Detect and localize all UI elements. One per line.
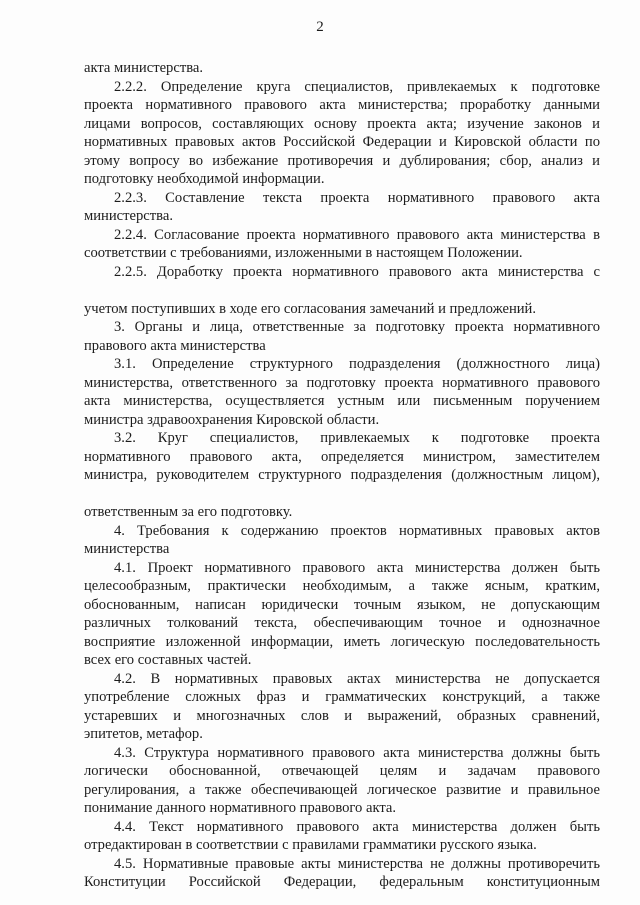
text-line: акта министерства. bbox=[84, 60, 204, 76]
text-line: эпитетов, метафор. bbox=[84, 726, 203, 742]
text-line: восприятие изложенной информации, иметь логическую последовательность bbox=[84, 633, 600, 650]
text-line: министерства. bbox=[84, 208, 173, 224]
text-line: 2.2.4. Согласование проекта нормативного правового акта министерства в bbox=[114, 226, 600, 243]
text-line: 4.1. Проект нормативного правового акта министерства должен быть bbox=[114, 559, 600, 576]
text-line: этому вопросу во избежание противоречия и дублирования; сбор, анализ и bbox=[84, 152, 600, 169]
text-line: проекта нормативного правового акта министерства; проработку данными bbox=[84, 97, 600, 113]
text-line: понимание данного нормативного правового акта. bbox=[84, 800, 397, 816]
text-line: акта министерства, осуществляется устным или письменным поручением bbox=[84, 393, 600, 409]
text-line: подготовку необходимой информации. bbox=[84, 171, 325, 187]
text-line: министра здравоохранения Кировской области. bbox=[84, 411, 380, 428]
text-line: министра, руководителем структурного подразделения (должностным лицом), bbox=[84, 467, 600, 483]
text-line: 3.1. Определение структурного подразделения (должностного лица) bbox=[114, 356, 600, 372]
page-number: 2 bbox=[316, 19, 324, 35]
text-line: целесообразным, практически необходимым, а также ясным, кратким, bbox=[84, 578, 600, 594]
text-line: учетом поступивших в ходе его согласования замечаний и предложений. bbox=[84, 300, 537, 317]
text-line: нормативного правового акта, определяется министром, заместителем bbox=[84, 448, 600, 465]
text-line: 4.2. В нормативных правовых актах министерства не допускается bbox=[114, 670, 600, 687]
text-line: ответственным за его подготовку. bbox=[84, 504, 293, 520]
paragraph-gap bbox=[84, 281, 600, 300]
text-line: нормативных правовых актов Российской Федерации и Кировской области по bbox=[84, 134, 600, 150]
text-line: 2.2.2. Определение круга специалистов, привлекаемых к подготовке bbox=[114, 78, 600, 95]
text-line: 4.5. Нормативные правовые акты министерства не должны противоречить bbox=[114, 855, 600, 872]
text-line: обоснованным, написан юридически точным языком, не допускающим bbox=[84, 596, 600, 613]
text-line: правового акта министерства bbox=[84, 337, 266, 354]
text-line: 4. Требования к содержанию проектов нормативных правовых актов bbox=[114, 522, 600, 539]
text-line: 4.3. Структура нормативного правового акта министерства должны быть bbox=[114, 744, 600, 761]
text-line: регулирования, а также обеспечивающей логическое развитие и правильное bbox=[84, 781, 600, 798]
text-line: лицами вопросов, составляющих основу проекта акта; изучение законов и bbox=[84, 115, 600, 132]
text-line: министерства bbox=[84, 541, 170, 557]
text-line: всех его составных частей. bbox=[84, 652, 252, 668]
text-line: отредактирован в соответствии с правилами грамматики русского языка. bbox=[84, 837, 537, 853]
paragraph-gap bbox=[84, 485, 600, 504]
text-line: Конституции Российской Федерации, федеральным конституционным bbox=[84, 874, 600, 890]
text-line: устаревших и многозначных слов и выражений, образных сравнений, bbox=[84, 707, 600, 724]
text-line: различных толкований текста, обеспечивающим точное и однозначное bbox=[84, 615, 600, 631]
text-line: 3. Органы и лица, ответственные за подготовку проекта нормативного bbox=[114, 319, 600, 335]
text-line: соответствии с требованиями, изложенными в настоящем Положении. bbox=[84, 245, 523, 261]
text-line: 2.2.3. Составление текста проекта нормативного правового акта bbox=[114, 189, 600, 206]
text-line: употребление сложных фраз и грамматических конструкций, а также bbox=[84, 689, 600, 705]
text-line: министерства, ответственного за подготовку проекта нормативного правового bbox=[84, 374, 600, 391]
text-line: 4.4. Текст нормативного правового акта министерства должен быть bbox=[114, 818, 600, 835]
text-line: 2.2.5. Доработку проекта нормативного правового акта министерства с bbox=[114, 263, 600, 280]
document-body bbox=[84, 59, 600, 892]
text-line: логически обоснованной, отвечающей целям и задачам правового bbox=[84, 763, 600, 779]
text-line: 3.2. Круг специалистов, привлекаемых к подготовке проекта bbox=[114, 430, 600, 446]
